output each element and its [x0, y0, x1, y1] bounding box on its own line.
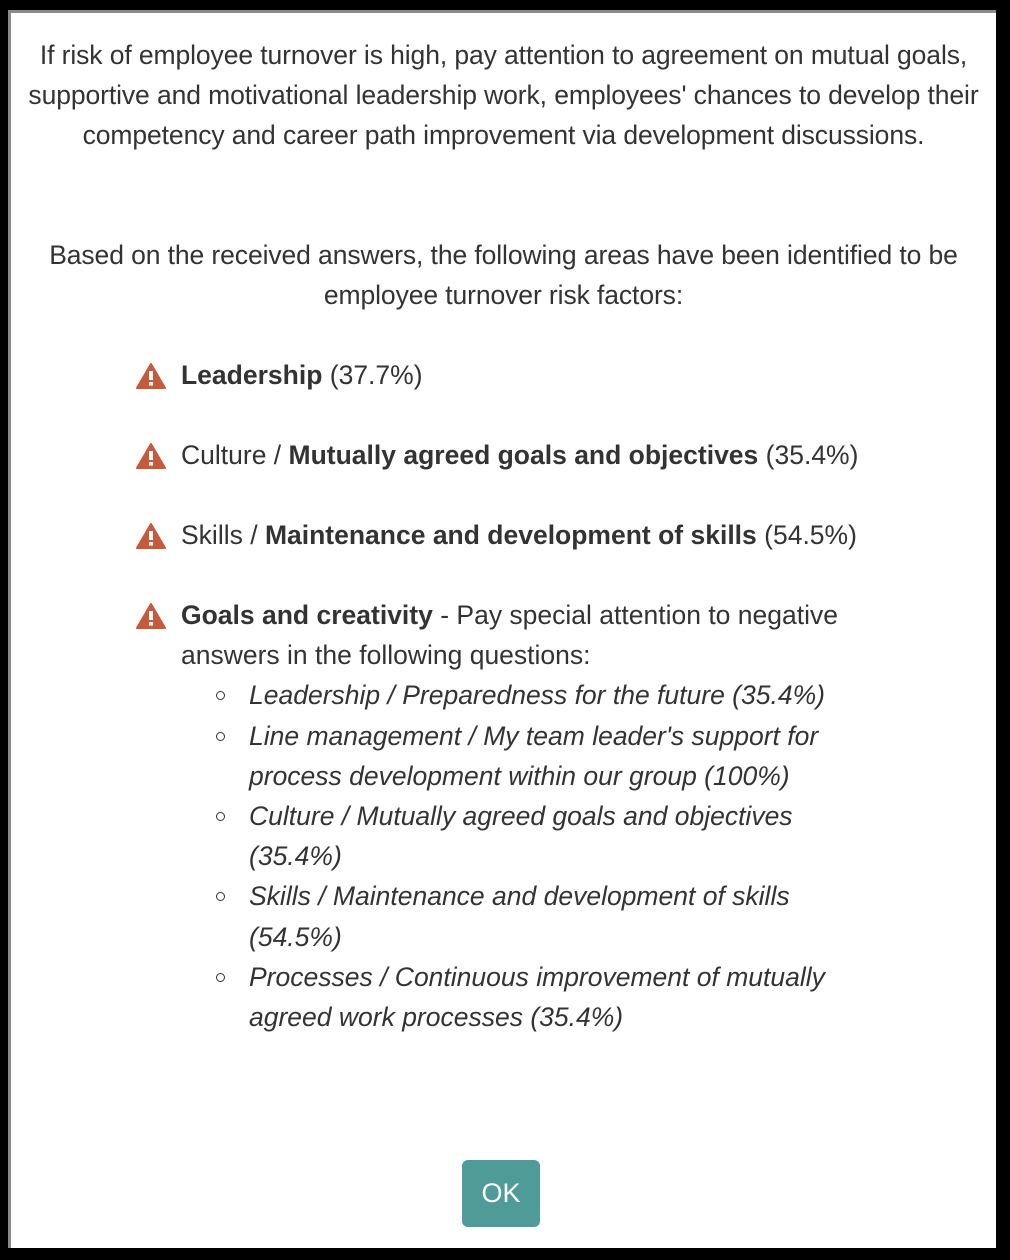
question-item: Skills / Maintenance and development of skills (54.5%): [249, 876, 889, 956]
factor-value: - Pay special attention to negative answers in the following questions:: [181, 600, 838, 671]
risk-factor-culture: [136, 435, 896, 475]
warning-triangle-icon: [136, 603, 166, 629]
factor-prefix: Culture /: [181, 440, 289, 470]
circle-bullet-icon: [216, 892, 225, 901]
question-item: Culture / Mutually agreed goals and objectives (35.4%): [249, 796, 889, 876]
circle-bullet-icon: [216, 812, 225, 821]
factors-intro: Based on the received answers, the following areas have been identified to be employee turnover risk factors:: [49, 240, 958, 311]
factor-value: (35.4%): [758, 440, 859, 470]
question-item: Leadership / Preparedness for the future (35.4%): [249, 675, 889, 715]
factor-value: (54.5%): [756, 520, 857, 550]
circle-bullet-icon: [216, 732, 225, 741]
risk-factor-leadership: [136, 355, 896, 395]
intro-paragraph: If risk of employee turnover is high, pay attention to agreement on mutual goals, supportive and motivational leadership work, employees' chances to develop their competency and career path improvement via development discussions.: [28, 40, 979, 151]
risk-factors-dialog: [8, 10, 996, 1248]
risk-factor-skills: [136, 515, 896, 555]
factor-name: Maintenance and development of skills: [264, 520, 757, 550]
question-item: Line management / My team leader's support for process development within our group (100%): [249, 716, 889, 796]
factor-name: Leadership: [181, 360, 323, 390]
question-item: Processes / Continuous improvement of mutually agreed work processes (35.4%): [249, 957, 889, 1037]
warning-triangle-icon: [136, 443, 166, 469]
question-list: [249, 675, 889, 1037]
circle-bullet-icon: [216, 691, 225, 700]
factor-prefix: Skills /: [181, 520, 265, 550]
factor-value: (37.7%): [322, 360, 423, 390]
risk-factor-goals-creativity: [136, 595, 896, 1037]
warning-triangle-icon: [136, 523, 166, 549]
warning-triangle-icon: [136, 363, 166, 389]
ok-button[interactable]: OK: [462, 1160, 540, 1227]
factor-name: Mutually agreed goals and objectives: [288, 440, 759, 470]
factor-name: Goals and creativity: [181, 600, 433, 630]
circle-bullet-icon: [216, 973, 225, 982]
